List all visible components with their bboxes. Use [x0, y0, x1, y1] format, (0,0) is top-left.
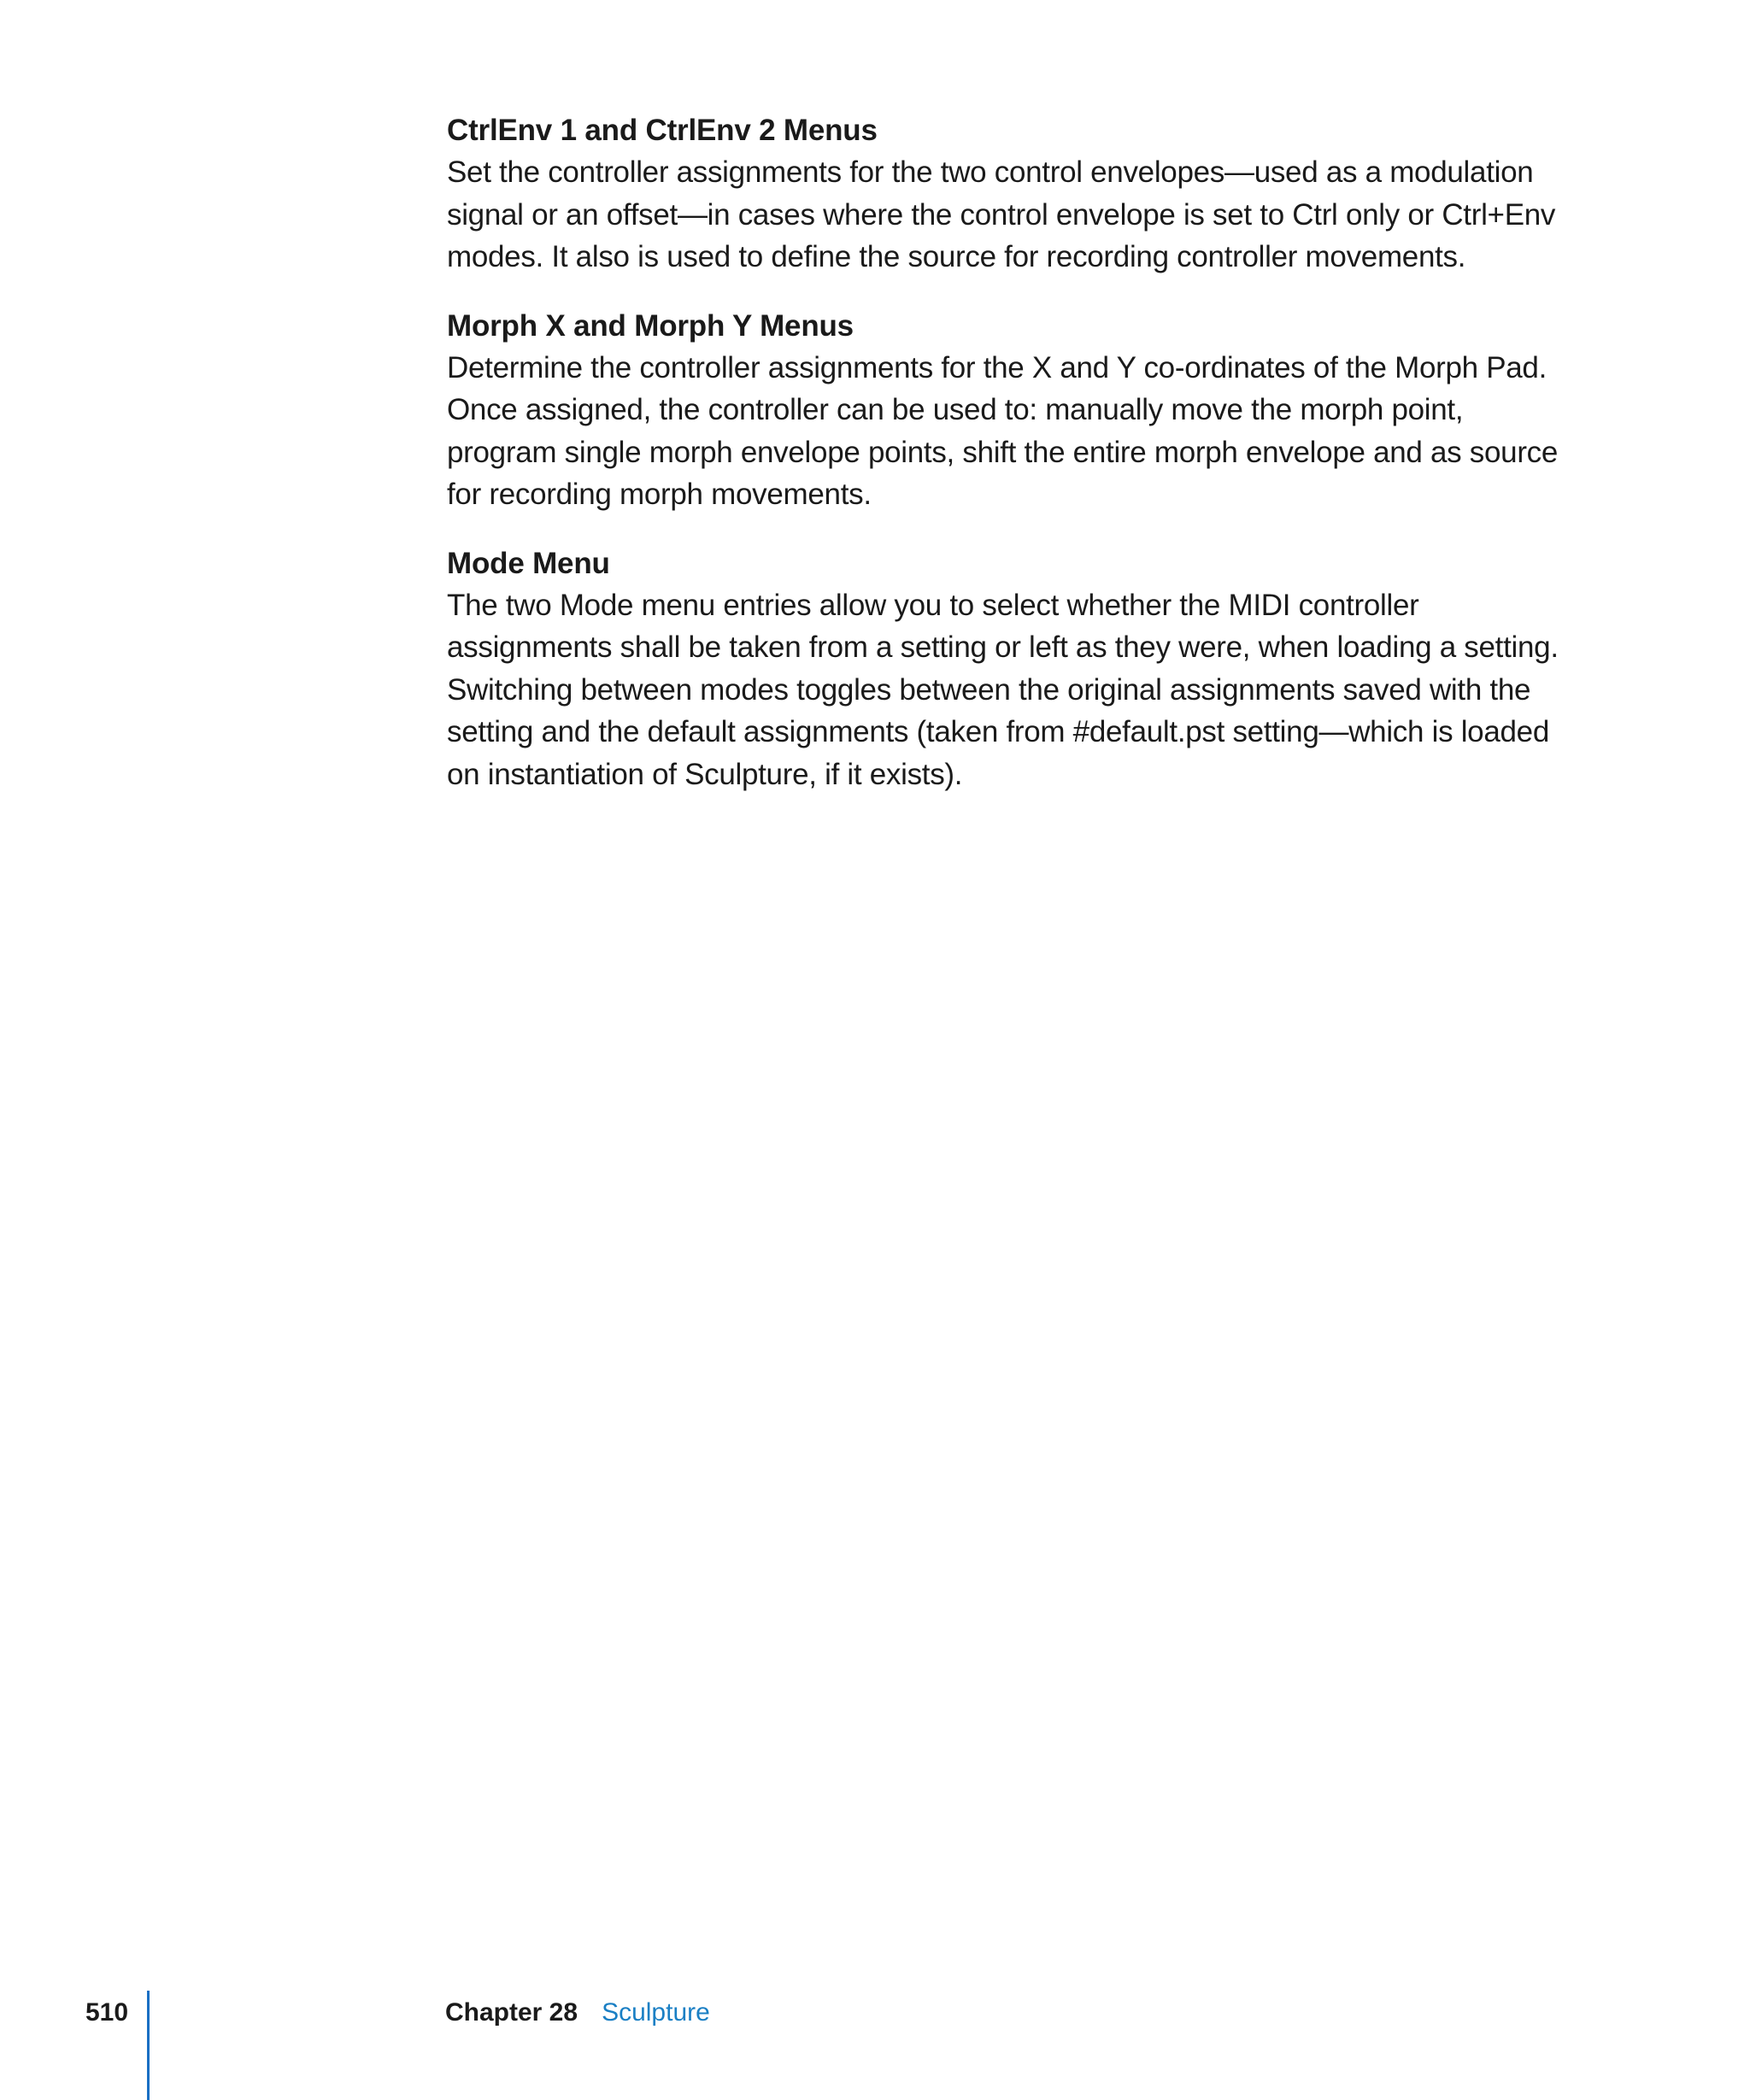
chapter-label: Chapter 28 — [445, 1998, 578, 2027]
footer-chapter — [445, 1996, 710, 2030]
section-title: Mode Menu — [447, 546, 610, 580]
section-title: CtrlEnv 1 and CtrlEnv 2 Menus — [447, 114, 878, 147]
body-line: Set the controller assignments for the two control envelopes—used as a modulation — [447, 155, 1534, 189]
section-mode-menu — [447, 543, 1592, 796]
body-line: Determine the controller assignments for the X and Y co-ordinates of the Morph Pad. — [447, 350, 1547, 384]
body-line: setting and the default assignments (taken from #default.pst setting—which is loaded — [447, 715, 1550, 748]
page-number: 510 — [85, 1998, 129, 2027]
chapter-title: Sculpture — [602, 1998, 710, 2027]
body-line: assignments shall be taken from a setting or left as they were, when loading a setting. — [447, 631, 1559, 664]
section-morph-menus — [447, 305, 1592, 516]
body-line: Once assigned, the controller can be used to: manually move the morph point, — [447, 393, 1464, 426]
body-line: for recording morph movements. — [447, 478, 872, 511]
body-line: The two Mode menu entries allow you to select whether the MIDI controller — [447, 588, 1419, 622]
main-content — [447, 109, 1592, 822]
section-body — [447, 584, 1592, 796]
body-line: program single morph envelope points, shift the entire morph envelope and as source — [447, 435, 1559, 469]
body-line: on instantiation of Sculpture, if it exists). — [447, 757, 963, 791]
footer-divider — [147, 1991, 150, 2100]
section-ctrlenv-menus — [447, 109, 1592, 279]
section-body — [447, 151, 1592, 279]
section-body — [447, 347, 1592, 516]
body-line: Switching between modes toggles between the original assignments saved with the — [447, 672, 1531, 707]
section-title: Morph X and Morph Y Menus — [447, 308, 854, 343]
body-line: modes. It also is used to define the source for recording controller movements. — [447, 240, 1466, 273]
body-line: signal or an offset—in cases where the control envelope is set to Ctrl only or Ctrl+Env — [447, 197, 1556, 232]
